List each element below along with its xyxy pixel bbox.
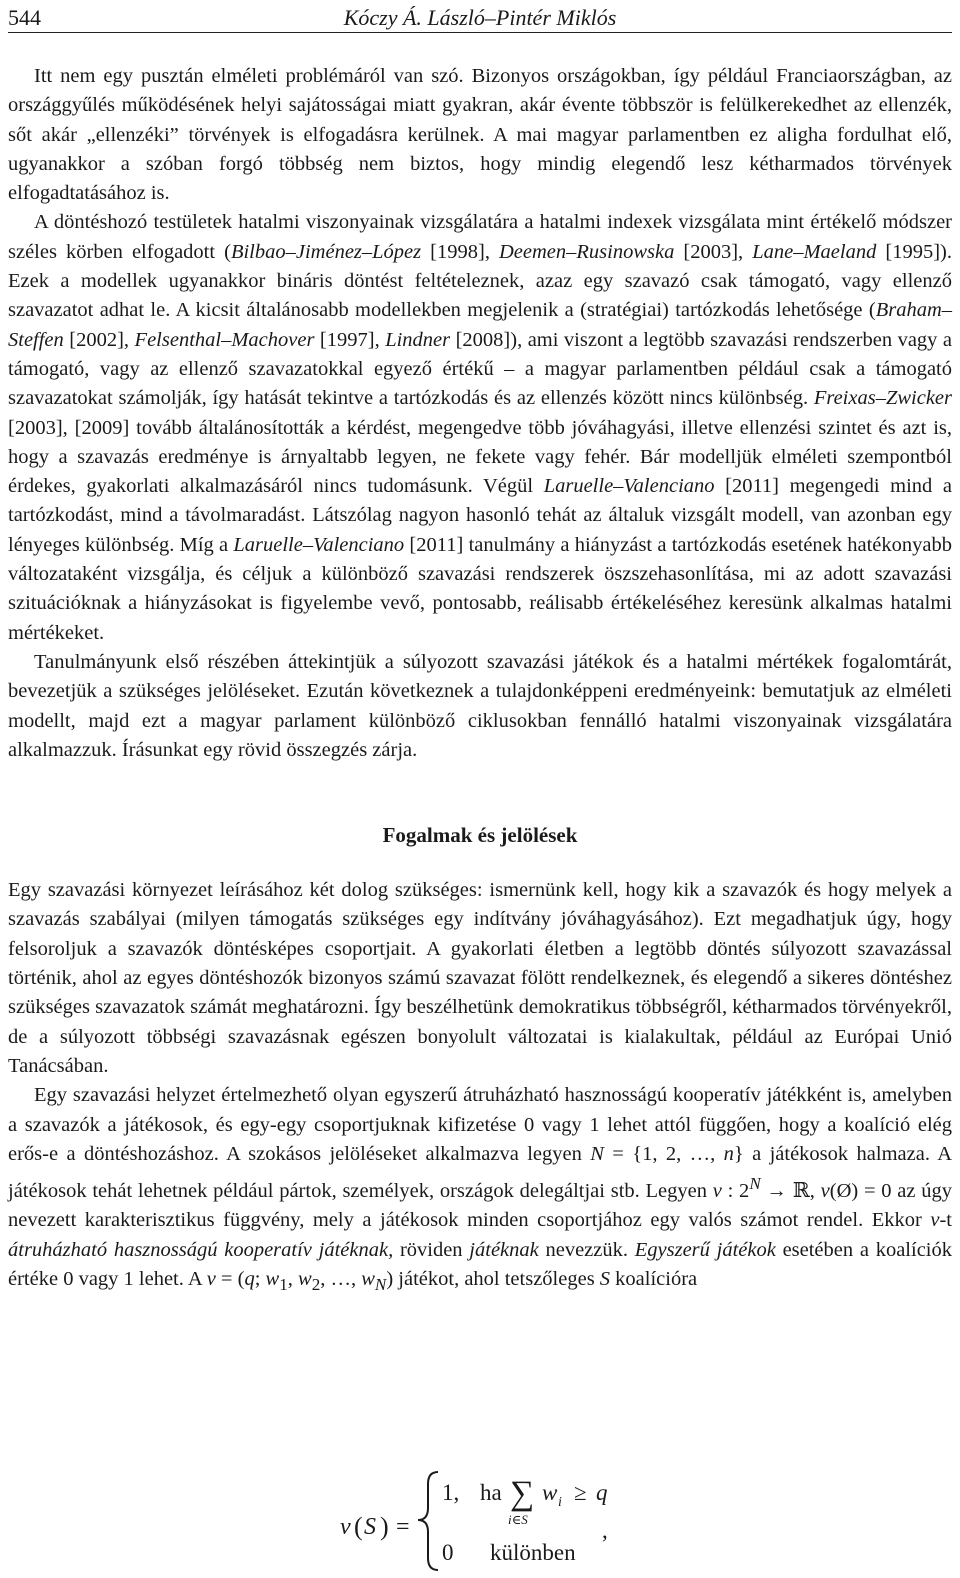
math-subscript: N — [374, 1274, 387, 1294]
case-one-ha: ha — [480, 1480, 502, 1505]
text-run: [2011] megengedi mind a tartózkodást, mind a távolmaradást. Látszólag nagyon hasonló tehát az általuk vizsgált modell, van azonban egy lényeges különbség. Míg a — [8, 475, 952, 556]
page-header — [8, 4, 952, 33]
math-symbol: n — [723, 1142, 734, 1165]
citation: Laruelle–Valenciano — [233, 533, 405, 556]
math-symbol: v — [930, 1209, 940, 1232]
section-heading: Fogalmak és jelölések — [382, 823, 578, 848]
formula-w-index: i — [558, 1495, 562, 1510]
citation: Freixas–Zwicker — [813, 387, 952, 410]
text-run: [1995]). Ezek a modellek ugyanakkor bináris döntést feltételeznek, azaz egy szavazó csak támogató, vagy ellenző szavazatot adhat le. A kicsit általánosabb modellekben megjelenik a (stratégiai) tartózkodás lehetősége ( — [8, 240, 953, 322]
running-title: Kóczy Á. László–Pintér Miklós — [343, 5, 617, 30]
article-body — [8, 62, 952, 1299]
text-run: [1997], — [314, 328, 386, 351]
paragraph-definitions — [8, 1081, 952, 1299]
formula-q: q — [596, 1480, 608, 1505]
text-run: , — [287, 1267, 298, 1290]
text-run: [2002], — [63, 328, 135, 351]
citation: Deemen–Rusinowska — [499, 240, 675, 263]
math-symbol: N — [590, 1142, 604, 1165]
formula-comma: , — [602, 1518, 608, 1543]
text-run: , …, — [320, 1267, 362, 1290]
math-symbol: w — [265, 1267, 280, 1290]
text-run: [2011] tanulmány a hiányzást a tartózkodás esetének hatékonyabb változataként vizsgálja, és céljuk a különböző szavazási rendszerek öszszehasonlítása, mi az adott szavazási szituációknak a hiányzásokat is figyelembe vevő, pontosabb, reálisabb értékeléséhez keresünk alkalmas hatalmi mértékeket. — [8, 533, 952, 644]
math-symbol: v — [206, 1267, 216, 1290]
math-symbol: w — [361, 1267, 375, 1290]
sum-subscript: i∈S — [508, 1512, 528, 1527]
sum-sign-icon: ∑ — [510, 1475, 535, 1512]
text-run: } a játékosok halmaza. A játékosok tehát lehetnek például pártok, személyek, országok delegáltjai stb. Legyen — [8, 1142, 953, 1202]
text-run: nevezzük. — [538, 1238, 635, 1261]
paragraph-intro: Itt nem egy pusztán elméleti problémáról van szó. Bizonyos országokban, így például Franciaországban, az országgyűlés működésének helyi sajátosságai miatt gyakran, akár évente többször is felülkerekedhet az ellenzék, sőt akár „ellenzéki” törvények is elfogadásra kerülnek. A mai magyar parlamentben ez aligha fordulhat elő, ugyanakkor a szóban forgó többség nem biztos, hogy mindig elegendő lesz kétharmados törvények elfogadtatásához is. — [8, 65, 952, 205]
formula-geq: ≥ — [574, 1480, 587, 1505]
math-symbol: v — [712, 1179, 722, 1202]
math-subscript: 2 — [311, 1274, 321, 1294]
brace-icon — [418, 1472, 438, 1570]
paragraph-outline: Tanulmányunk első részében áttekintjük a súlyozott szavazási játékok és a hatalmi mértékek fogalomtárát, bevezetjük a szükséges jelöléseket. Ezután következnek a tulajdonképpeni eredményeink: bemutatjuk az elméleti modellt, majd ezt a magyar parlament különböző ciklusokban fennálló hatalmi viszonyainak vizsgálatára alkalmazzuk. Írásunkat egy rövid összegzés zárja. — [8, 650, 952, 761]
case-one-value: 1, — [442, 1480, 460, 1505]
text-run: [2003], — [674, 240, 753, 263]
math-symbol: q — [244, 1267, 255, 1290]
formula-paren-open: ( — [354, 1512, 363, 1541]
citation: Lane–Maeland — [752, 240, 877, 263]
text-run: (Ø) = 0 az úgy nevezett karakterisztikus függvény, mely a játékosok minden csoportjához egy valós számot rendel. Ekkor — [8, 1179, 952, 1232]
defined-term: Egyszerű játékok — [634, 1238, 776, 1261]
text-run: → ℝ, — [760, 1179, 821, 1202]
citation: Felsenthal–Machover — [134, 328, 315, 351]
math-subscript: 1 — [279, 1274, 288, 1294]
text-run: A döntéshozó testületek hatalmi viszonyainak vizsgálatára a hatalmi indexek vizsgálata mint értékelő módszer széles körben elfogadott ( — [8, 211, 952, 263]
text-run: [2003], [2009] tovább általánosították a kérdést, megengedve több jóváhagyási, illetve ellenzési szintet és azt is, hogy a szavazás eredménye is árnyaltabb legyen, ne fekete vagy fehér. Bár modelljük elméleti szempontból érdekes, gyakorlati alkalmazásáról nincs tudomásunk. Végül — [8, 416, 952, 498]
citation: Lindner — [385, 328, 451, 351]
citation: Bilbao–Jiménez–López — [230, 240, 422, 263]
formula-v: v — [340, 1514, 351, 1540]
formula-w: w — [542, 1480, 558, 1505]
text-run: = {1, 2, …, — [603, 1142, 724, 1165]
defined-term: játéknak — [469, 1238, 539, 1261]
text-run: = ( — [215, 1267, 245, 1290]
citation: Laruelle–Valenciano — [543, 475, 715, 498]
page-number: 544 — [8, 5, 41, 30]
math-symbol: w — [298, 1267, 312, 1290]
text-run: -t — [939, 1209, 952, 1232]
case-zero-value: 0 — [442, 1540, 454, 1565]
text-run: ; — [254, 1267, 266, 1290]
paragraph-literature — [8, 208, 952, 647]
text-run: [2008]), ami viszont a legtöbb szavazási rendszerben vagy a támogató, vagy az ellenző szavazatokkal egyező értékű – a magyar parlamentben például csak a támogató szavazatokat számolják, így hatását tekintve a tartózkodás és az ellenzés között nincs különbség. — [8, 328, 952, 410]
math-symbol: N — [749, 1174, 761, 1194]
text-run: ) játékot, ahol tetszőleges — [386, 1267, 600, 1290]
piecewise-formula — [300, 1468, 660, 1574]
text-run: : 2 — [721, 1179, 750, 1202]
text-run: Egy szavazási helyzet értelmezhető olyan egyszerű átruházható hasznosságú kooperatív játékként is, amelyben a szavazók a játékosok, és egy-egy csoportjuknak kifizetése 0 vagy 1 lehet attól függően, hogy a koalíció elég erős-e a döntéshozáshoz. A szokásos jelöléseket alkalmazva legyen — [8, 1084, 952, 1165]
case-zero-label: különben — [490, 1540, 576, 1565]
text-run: röviden — [393, 1238, 470, 1261]
math-symbol: v — [820, 1179, 830, 1202]
paragraph-voting-environment: Egy szavazási környezet leírásához két dolog szükséges: ismernünk kell, hogy kik a szavazók és hogy melyek a szavazás szabályai (milyen támogatás szükséges egy indítvány jóváhagyásához). Ezt megadhatjuk úgy, hogy felsoroljuk a szavazók döntésképes csoportjait. A gyakorlati életben a legtöbb döntés súlyozott szavazással történik, ahol az egyes döntéshozók bizonyos számú szavazat fölött rendelkeznek, és elegendő a sikeres döntéshez szükséges szavazatok számát meghatározni. Így beszélhetünk demokratikus többségről, kétharmados törvényekről, de a súlyozott többségi szavazásnak egészen bonyolult változatai is kialakultak, például az Európai Unió Tanácsában. — [8, 879, 952, 1077]
defined-term: átruházható hasznosságú kooperatív játéknak, — [8, 1238, 394, 1261]
citation: Braham–Steffen — [8, 299, 952, 351]
formula-S: S — [364, 1514, 376, 1540]
math-symbol: S — [599, 1267, 611, 1290]
text-run: koalícióra — [610, 1267, 698, 1290]
formula-equals: = — [396, 1514, 410, 1540]
text-run: esetében a koalíciók értéke 0 vagy 1 lehet. A — [8, 1238, 952, 1290]
formula-paren-close: ) — [380, 1512, 389, 1541]
text-run: [1998], — [421, 240, 499, 263]
